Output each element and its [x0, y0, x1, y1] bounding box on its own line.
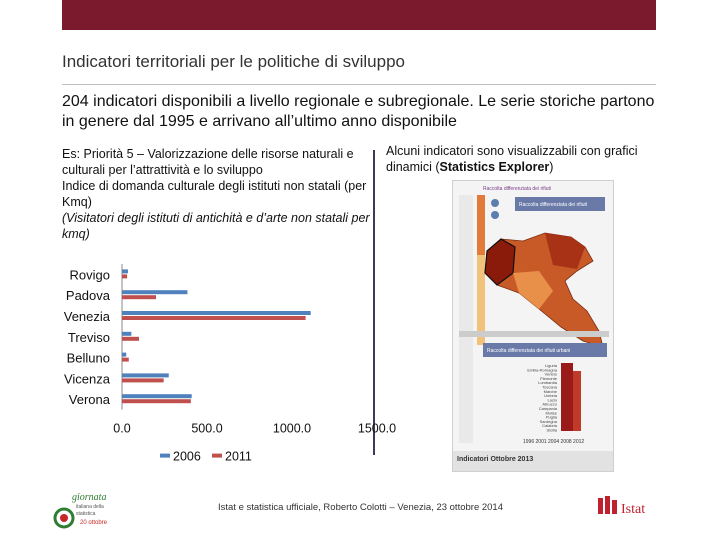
bar-2006-verona [122, 394, 192, 398]
preview-region-label: Emilia-Romagna [527, 367, 557, 373]
title-divider [62, 84, 656, 85]
indicator-description [62, 146, 372, 242]
statistics-explorer-screenshot [452, 180, 614, 472]
bar-2011-verona [122, 399, 191, 403]
svg-text:statistica: statistica [76, 511, 96, 517]
preview-region-label: Abruzzo [542, 401, 557, 407]
preview-region-label: Lazio [547, 397, 557, 403]
preview-region-label: Calabria [542, 423, 557, 429]
bar-2006-belluno [122, 353, 126, 357]
preview-region-label: Piemonte [540, 375, 557, 381]
preview-region-label: Toscana [542, 384, 557, 390]
preview-region-label: Liguria [544, 363, 557, 368]
preview-footer-title: Indicatori Ottobre 2013 [457, 456, 534, 463]
preview-panel-title: Raccolta differenziata dei rifiuti [519, 202, 587, 208]
svg-text:Istat: Istat [621, 502, 646, 517]
bar-2006-padova [122, 290, 187, 294]
x-tick-label: 0.0 [113, 421, 131, 436]
note-suffix: ) [549, 160, 554, 174]
x-tick-label: 1000.0 [272, 421, 312, 436]
page-title: Indicatori territoriali per le politiche di sviluppo [62, 52, 405, 71]
category-label: Treviso [67, 329, 110, 345]
category-label: Belluno [66, 350, 110, 366]
preview-region-label: Veneto [544, 371, 557, 377]
category-label: Padova [65, 288, 110, 304]
preview-panel-subtitle: Raccolta differenziata dei rifiuti urbani [487, 348, 571, 354]
indicator-definition: (Visitatori degli istituti di antichità e d’arte non statali per kmq) [62, 211, 370, 241]
bar-2006-rovigo [122, 269, 128, 273]
giornata-statistica-logo [50, 486, 110, 532]
legend-label-2011: 2011 [225, 449, 252, 464]
indicator-name: Indice di domanda culturale degli istituti non statali (per Kmq) [62, 179, 367, 209]
page-subtitle: 204 indicatori disponibili a livello regionale e subregionale. Le serie storiche partono in genere dal 1995 e arrivano all’ultimo anno disponibile [62, 93, 655, 130]
preview-region-label: Lombardia [538, 380, 557, 386]
bar-chart [50, 260, 397, 470]
svg-text:giornata: giornata [72, 492, 107, 503]
bar-2006-vicenza [122, 373, 169, 377]
legend-swatch-2006 [160, 454, 170, 458]
statistics-explorer-label: Statistics Explorer [439, 160, 550, 174]
category-label: Rovigo [69, 267, 110, 283]
x-tick-label: 1500.0 [357, 421, 397, 436]
bar-2006-treviso [122, 332, 131, 336]
category-label: Vicenza [63, 371, 110, 387]
bar-2011-venezia [122, 316, 306, 320]
bar-2006-venezia [122, 311, 311, 315]
bar-2011-vicenza [122, 378, 164, 382]
preview-region-label: Sicilia [546, 427, 557, 433]
preview-region-label: Sardegna [539, 418, 557, 424]
svg-text:italiana della: italiana della [76, 504, 104, 510]
legend-label-2006: 2006 [173, 449, 201, 464]
indicator-priority: Es: Priorità 5 – Valorizzazione delle risorse naturali e culturali per l’attrattività e lo sviluppo [62, 147, 354, 177]
preview-region-label: Molise [545, 410, 557, 416]
legend-swatch-2011 [212, 454, 222, 458]
footer-credit: Istat e statistica ufficiale, Roberto Colotti – Venezia, 23 ottobre 2014 [218, 502, 503, 513]
top-banner [62, 0, 656, 30]
statistics-explorer-note [386, 143, 676, 175]
x-tick-label: 500.0 [191, 421, 223, 436]
category-label: Venezia [63, 309, 110, 324]
explorer-preview-graphic [453, 181, 613, 471]
preview-map-title: Raccolta differenziata dei rifiuti [483, 186, 551, 192]
svg-text:20 ottobre: 20 ottobre [80, 520, 108, 526]
note-prefix: Alcuni indicatori sono visualizzabili con grafici dinamici ( [386, 144, 638, 174]
preview-years: 1996 2001 2004 2008 2012 [523, 439, 585, 445]
preview-region-label: Puglia [545, 414, 557, 420]
bar-2011-belluno [122, 358, 129, 362]
preview-region-label: Marche [543, 388, 557, 394]
category-label: Verona [68, 392, 110, 408]
istat-logo [597, 494, 659, 518]
bar-2011-rovigo [122, 274, 127, 278]
bar-2011-treviso [122, 337, 139, 341]
preview-region-label: Umbria [544, 393, 557, 399]
column-divider [373, 150, 375, 455]
bar-2011-padova [122, 295, 156, 299]
preview-region-label: Campania [538, 406, 557, 411]
